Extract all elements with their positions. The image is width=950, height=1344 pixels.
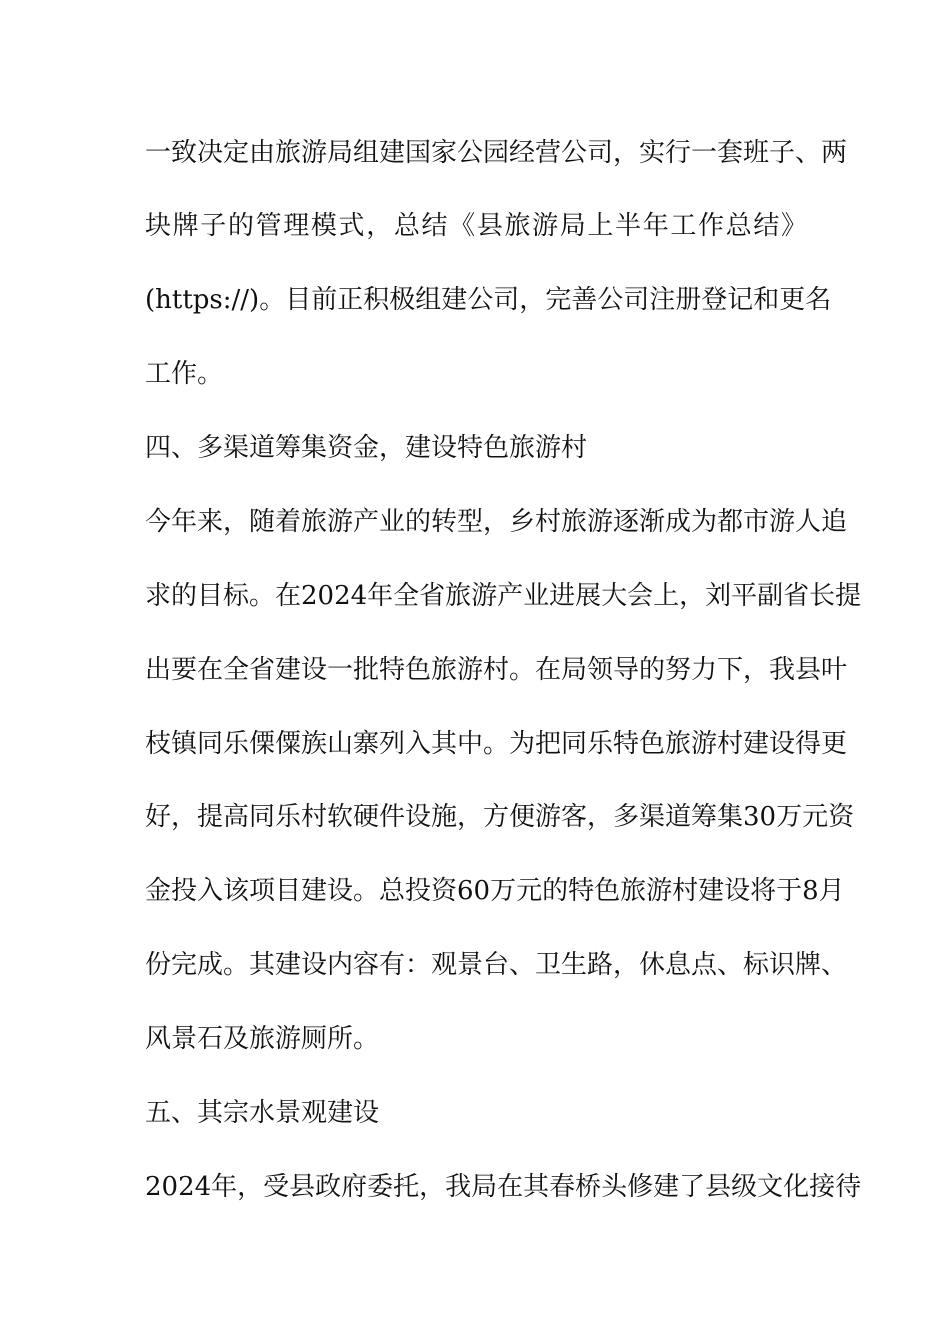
paragraph-line: 一致决定由旅游局组建国家公园经营公司，实行一套班子、两 [145, 138, 848, 168]
section-heading: 四、多渠道筹集资金，建设特色旅游村 [145, 433, 588, 463]
paragraph-line: 好，提高同乐村软硬件设施，方便游客，多渠道筹集30万元资 [145, 802, 855, 832]
paragraph-line: (https://)。目前正积极组建公司，完善公司注册登记和更名 [145, 285, 832, 315]
paragraph-line: 2024年，受县政府委托，我局在其春桥头修建了县级文化接待 [145, 1172, 862, 1202]
paragraph-line: 金投入该项目建设。总投资60万元的特色旅游村建设将于8月 [145, 876, 845, 906]
paragraph-line: 份完成。其建设内容有：观景台、卫生路，休息点、标识牌、 [145, 950, 848, 980]
section-heading: 五、其宗水景观建设 [145, 1098, 380, 1128]
paragraph-line: 今年来，随着旅游产业的转型，乡村旅游逐渐成为都市游人追 [145, 507, 848, 537]
paragraph-line: 块牌子的管理模式，总结《县旅游局上半年工作总结》 [145, 211, 807, 241]
paragraph-line: 工作。 [145, 359, 224, 389]
paragraph-line: 风景石及旅游厕所。 [145, 1024, 380, 1054]
paragraph-line: 求的目标。在2024年全省旅游产业进展大会上，刘平副省长提 [145, 581, 862, 611]
paragraph-line: 枝镇同乐傈僳族山寨列入其中。为把同乐特色旅游村建设得更 [145, 729, 848, 759]
paragraph-line: 出要在全省建设一批特色旅游村。在局领导的努力下，我县叶 [145, 655, 848, 685]
